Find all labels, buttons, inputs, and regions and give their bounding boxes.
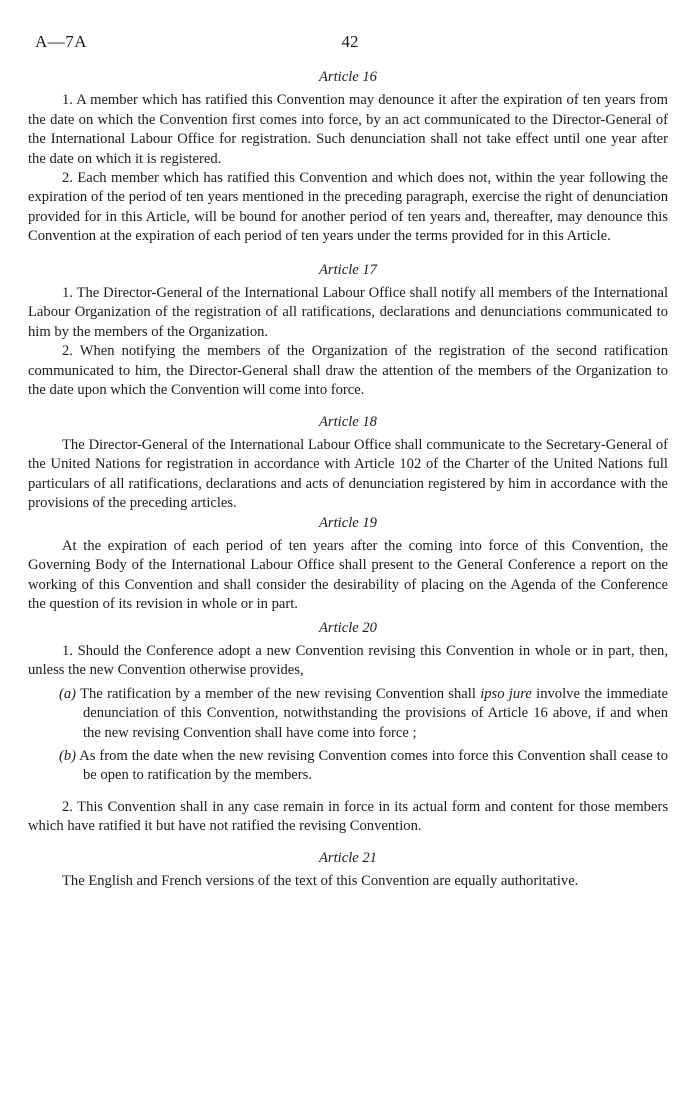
clause-b-text: As from the date when the new revising Convention comes into force this Convention shall cease to be open to ratification by the members. <box>76 748 668 784</box>
article-18-paragraph: The Director-General of the International Labour Office shall communicate to the Secretary-General of the United Nations for registration in accordance with Article 102 of the Charter of the United Nations full particulars of all ratifications, declarations and acts of denunciation registered by him in accordance with the provisions of the preceding articles. <box>28 436 668 512</box>
document-body <box>28 68 668 891</box>
clause-b-label: (b) <box>59 748 77 764</box>
article-19-title: Article 19 <box>319 514 377 531</box>
article-21-paragraph: The English and French versions of the text of this Convention are equally authoritative. <box>62 873 579 890</box>
article-17-title: Article 17 <box>319 261 377 278</box>
article-20-paragraph-1: 1. Should the Conference adopt a new Convention revising this Convention in whole or in part, then, unless the new Convention otherwise provides, <box>28 642 668 679</box>
clause-a-text-after: involve the immediate denunciation of this Convention, notwithstanding the provisions of Article 16 above, if and when the new revising Convention shall have come into force ; <box>83 685 668 741</box>
page-number: 42 <box>341 32 359 51</box>
article-20-clause-b <box>28 747 668 786</box>
article-20-title: Article 20 <box>319 619 377 636</box>
article-17-paragraph-1: 1. The Director-General of the International Labour Office shall notify all members of the International Labour Organization of the registration of all ratifications, declarations and denunciations communicated to him by the members of the Organization. <box>28 285 668 340</box>
article-20-clause-a <box>28 685 668 743</box>
article-16-paragraph-1: 1. A member which has ratified this Convention may denounce it after the expiration of ten years from the date on which the Convention first comes into force, by an act communicated to the Director-General of the International Labour Office for registration. Such denunciation shall not take effect until one year after the date on which it is registered. <box>28 92 668 167</box>
clause-a-text-before: The ratification by a member of the new revising Convention shall <box>76 685 481 702</box>
article-21-title: Article 21 <box>319 849 377 866</box>
clause-a-italic: ipso jure <box>480 685 532 702</box>
clause-a-label: (a) <box>59 685 77 702</box>
article-16-paragraph-2: 2. Each member which has ratified this Convention and which does not, within the year following the expiration of the period of ten years mentioned in the preceding paragraph, exercise the right of denunciation provided for in this Article, will be bound for another period of ten years and, thereafter, may denounce this Convention at the expiration of each period of ten years under the terms provided for in this Article. <box>28 170 668 245</box>
article-17-paragraph-2: 2. When notifying the members of the Organization of the registration of the second ratification communicated to him, the Director-General shall draw the attention of the members of the Organization to the date upon which the Convention will come into force. <box>28 343 668 399</box>
article-18-title: Article 18 <box>319 413 377 430</box>
document-code: A—7A <box>35 32 88 51</box>
article-16-title: Article 16 <box>319 69 377 85</box>
article-20-paragraph-2: 2. This Convention shall in any case remain in force in its actual form and content for those members which have ratified it but have not ratified the revising Convention. <box>28 798 668 835</box>
article-19-paragraph: At the expiration of each period of ten years after the coming into force of this Convention, the Governing Body of the International Labour Office shall present to the General Conference a report on the working of this Convention and shall consider the desirability of placing on the Agenda of the Conference the question of its revision in whole or in part. <box>28 537 668 613</box>
